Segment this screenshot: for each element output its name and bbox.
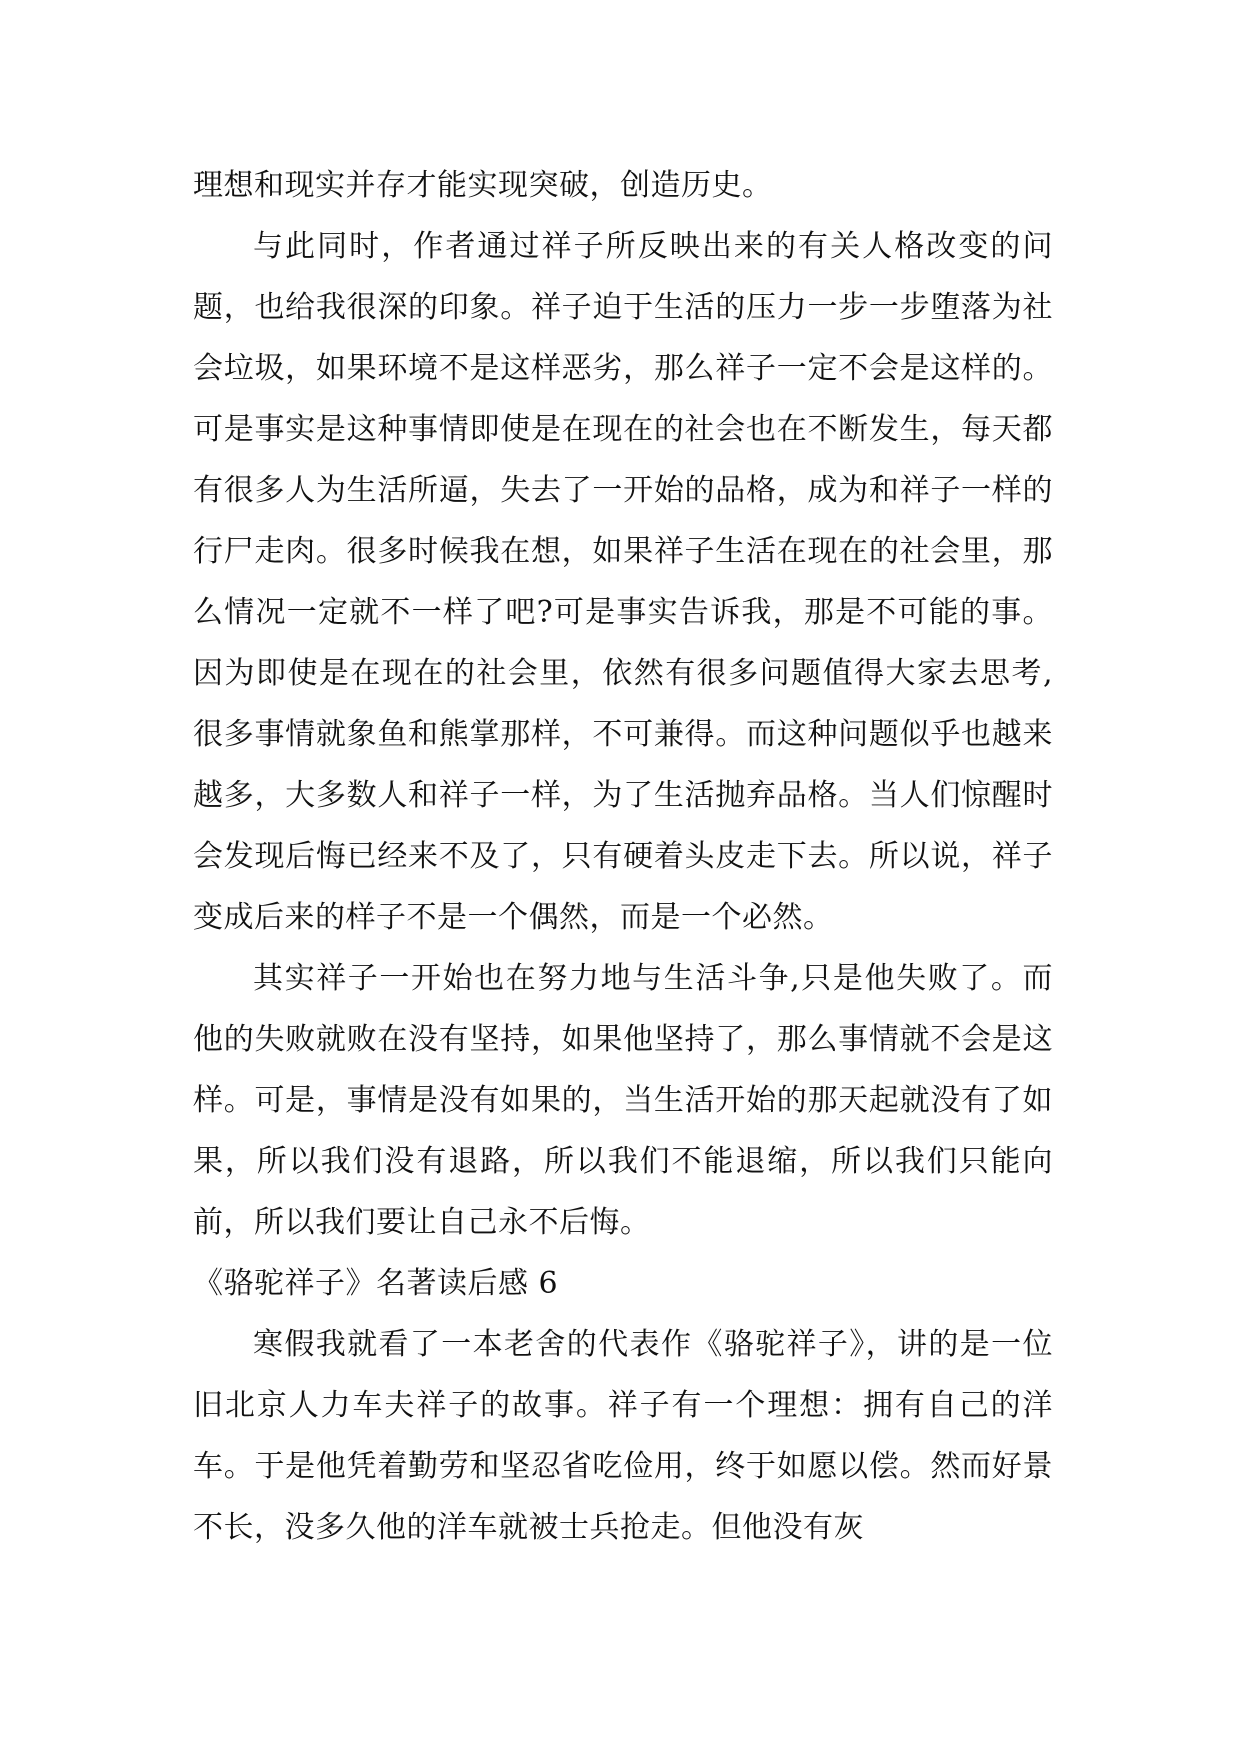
paragraph-struggle: 其实祥子一开始也在努力地与生活斗争,只是他失败了。而他的失败就败在没有坚持，如果他坚持了，那么事情就不会是这样。可是，事情是没有如果的，当生活开始的那天起就没有了如果，所以我们没有退路，所以我们不能退缩，所以我们只能向前，所以我们要让自己永不后悔。 <box>193 961 1053 1240</box>
section-title: 《骆驼祥子》名著读后感 6 <box>193 1266 559 1301</box>
paragraph-winter-vacation: 寒假我就看了一本老舍的代表作《骆驼祥子》，讲的是一位旧北京人力车夫祥子的故事。祥子有一个理想：拥有自己的洋车。于是他凭着勤劳和坚忍省吃俭用，终于如愿以偿。然而好景不长，没多久他的洋车就被士兵抢走。但他没有灰 <box>193 1327 1053 1545</box>
paragraph-continuation: 理想和现实并存才能实现突破，创造历史。 <box>193 168 773 203</box>
paragraph-personality-change: 与此同时，作者通过祥子所反映出来的有关人格改变的问题，也给我很深的印象。祥子迫于生活的压力一步一步堕落为社会垃圾，如果环境不是这样恶劣，那么祥子一定不会是这样的。可是事实是这种事情即使是在现在的社会也在不断发生，每天都有很多人为生活所逼，失去了一开始的品格，成为和祥子一样的行尸走肉。很多时候我在想，如果祥子生活在现在的社会里，那么情况一定就不一样了吧?可是事实告诉我，那是不可能的事。因为即使是在现在的社会里，依然有很多问题值得大家去思考,很多事情就象鱼和熊掌那样，不可兼得。而这种问题似乎也越来越多，大多数人和祥子一样，为了生活抛弃品格。当人们惊醒时会发现后悔已经来不及了，只有硬着头皮走下去。所以说，祥子变成后来的样子不是一个偶然，而是一个必然。 <box>193 229 1053 935</box>
document-body <box>193 155 1053 1558</box>
